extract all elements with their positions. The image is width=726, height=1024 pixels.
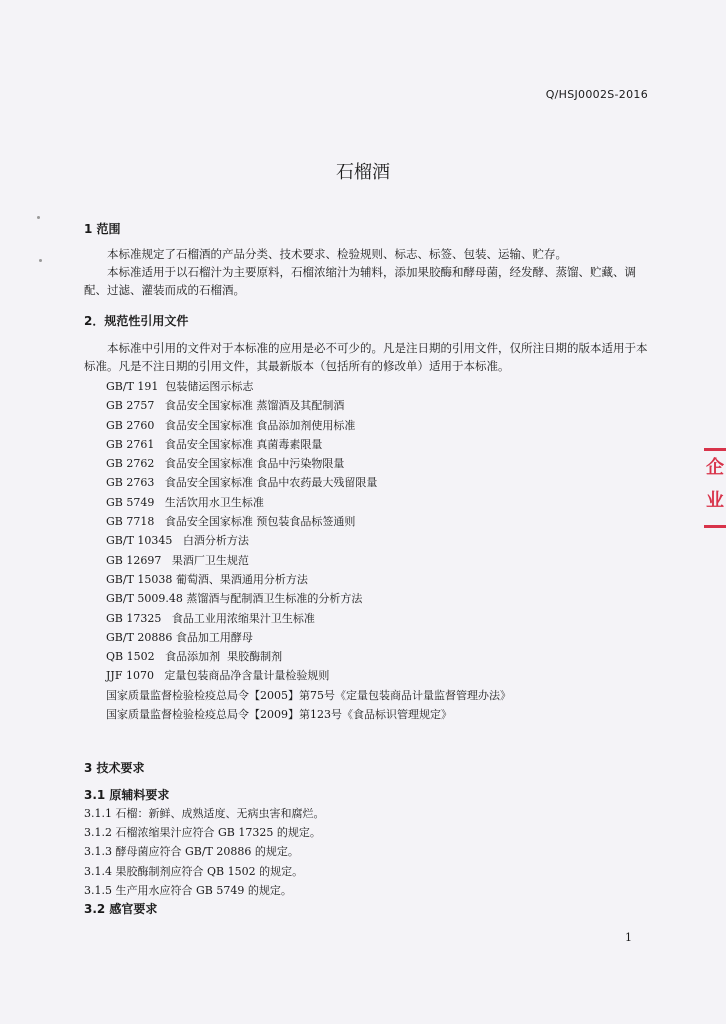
section-1-scope-paragraph-2: 本标准适用于以石榴汁为主要原料，石榴浓缩汁为辅料，添加果胶酶和酵母菌，经发酵、蒸馏、贮藏、调配、过滤、灌装而成的石榴酒。 [84,265,636,297]
reference-item: 国家质量监督检验检疫总局令【2009】第123号《食品标识管理规定》 [106,708,452,722]
reference-item: GB/T 5009.48 蒸馏酒与配制酒卫生标准的分析方法 [106,592,363,606]
reference-item: GB/T 10345 白酒分析方法 [106,534,249,548]
section-2-heading: 2．规范性引用文件 [84,314,189,328]
requirement-item: 3.1.1 石榴：新鲜、成熟适度、无病虫害和腐烂。 [84,807,325,820]
requirement-item: 3.1.5 生产用水应符合 GB 5749 的规定。 [84,883,292,897]
reference-item: GB 2761 食品安全国家标准 真菌毒素限量 [106,437,323,451]
reference-item: QB 1502 食品添加剂 果胶酶制剂 [106,650,283,664]
section-3-1-heading: 3.1 原辅料要求 [84,788,170,802]
stamp-char: 业 [706,490,724,511]
document-title: 石榴酒 [336,162,390,183]
section-3-2-heading: 3.2 感官要求 [84,902,158,916]
requirement-item: 3.1.2 石榴浓缩果汁应符合 GB 17325 的规定。 [84,826,321,840]
reference-item: GB/T 191 包装储运图示标志 [106,380,254,393]
reference-item: GB 7718 食品安全国家标准 预包装食品标签通则 [106,515,356,529]
page-number: 1 [625,931,632,944]
scan-speck [39,259,42,262]
reference-item: GB 2760 食品安全国家标准 食品添加剂使用标准 [106,418,356,432]
reference-item: GB 17325 食品工业用浓缩果汁卫生标准 [106,611,315,625]
reference-item: GB 2757 食品安全国家标准 蒸馏酒及其配制酒 [106,399,345,413]
raw-material-requirements-list [84,804,324,900]
standard-code: Q/HSJ0002S-2016 [545,88,648,101]
scan-speck [37,216,40,219]
requirement-item: 3.1.3 酵母菌应符合 GB/T 20886 的规定。 [84,845,299,859]
section-1-heading: 1 范围 [84,222,121,236]
reference-item: GB/T 20886 食品加工用酵母 [106,630,253,644]
reference-item: 国家质量监督检验检疫总局令【2005】第75号《定量包装商品计量监督管理办法》 [106,688,511,702]
reference-item: GB 12697 果酒厂卫生规范 [106,553,249,567]
normative-references-list [106,377,511,724]
reference-item: GB 2762 食品安全国家标准 食品中污染物限量 [106,457,345,471]
company-seal-stamp [704,448,726,528]
section-1-scope-paragraph-1: 本标准规定了石榴酒的产品分类、技术要求、检验规则、标志、标签、包装、运输、贮存。 [107,247,567,261]
reference-item: GB 5749 生活饮用水卫生标准 [106,495,264,509]
stamp-char: 企 [706,457,724,478]
requirement-item: 3.1.4 果胶酶制剂应符合 QB 1502 的规定。 [84,864,304,878]
section-3-heading: 3 技术要求 [84,761,145,775]
reference-item: GB/T 15038 葡萄酒、果酒通用分析方法 [106,572,308,586]
section-2-intro-paragraph: 本标准中引用的文件对于本标准的应用是必不可少的。凡是注日期的引用文件，仅所注日期的版本适用于本标准。凡是不注日期的引用文件，其最新版本（包括所有的修改单）适用于本标准。 [84,341,648,373]
reference-item: JJF 1070 定量包装商品净含量计量检验规则 [106,669,330,683]
reference-item: GB 2763 食品安全国家标准 食品中农药最大残留限量 [106,476,378,490]
